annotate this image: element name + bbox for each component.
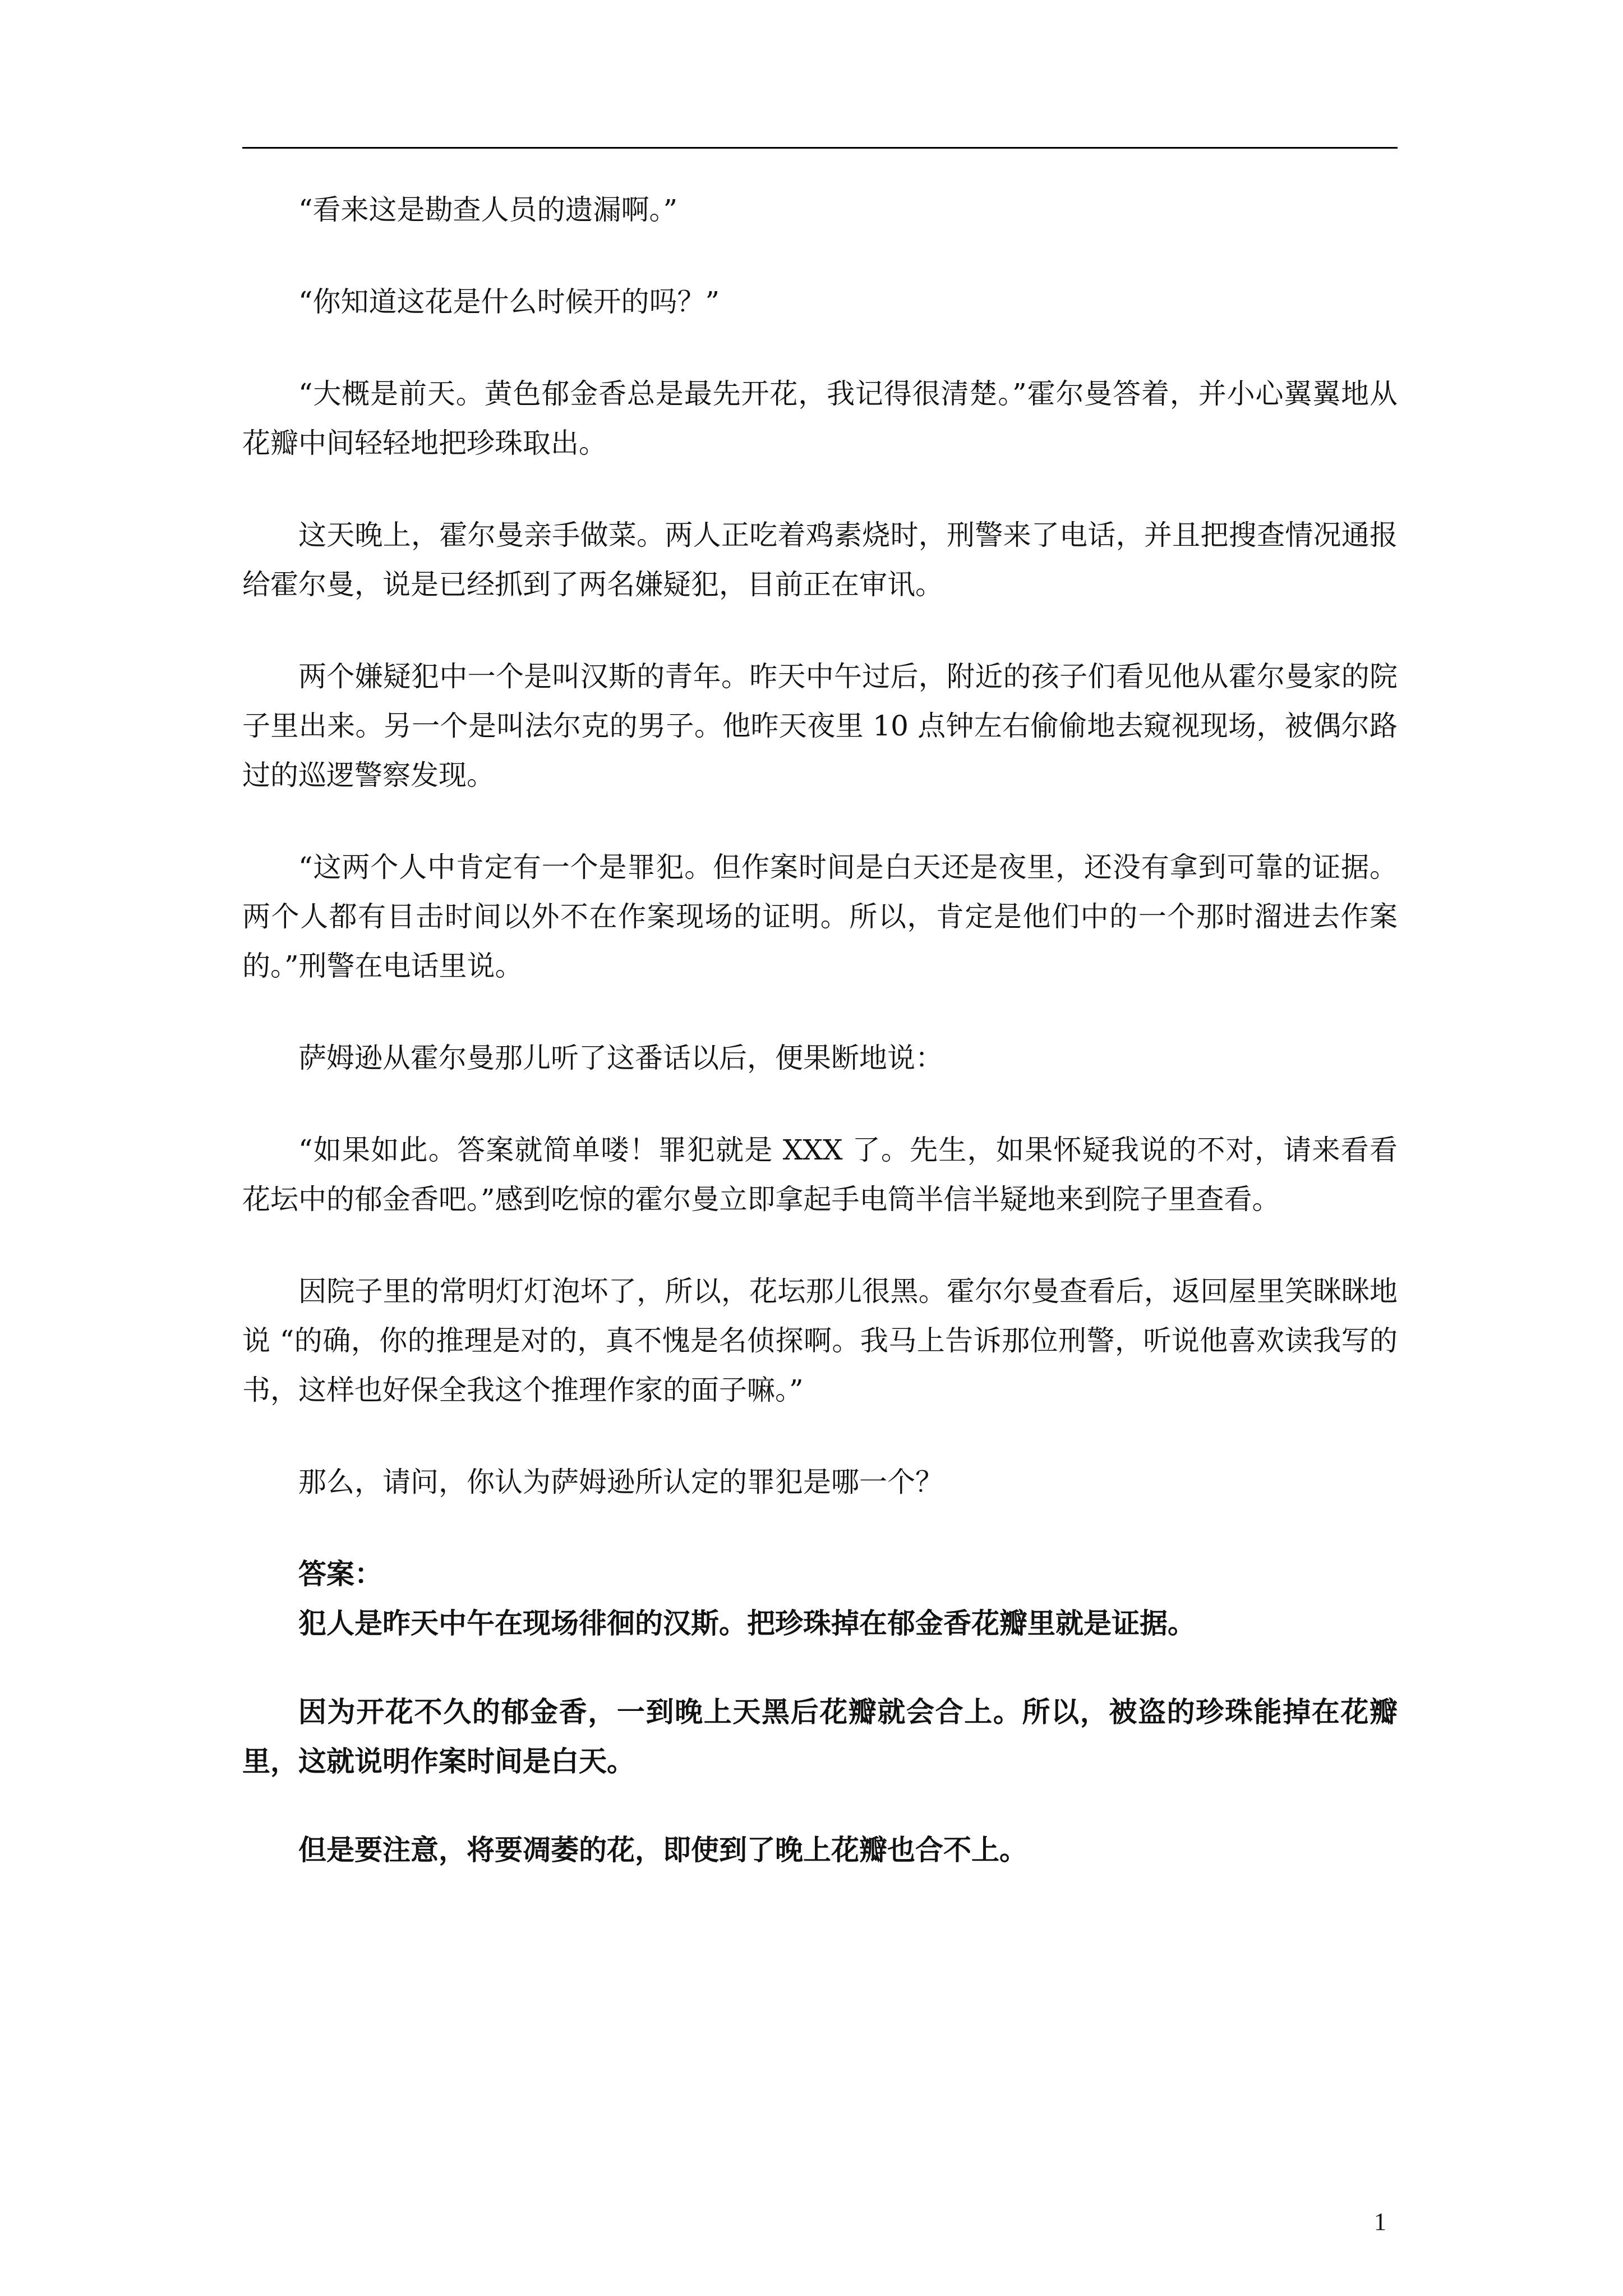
page-number: 1: [1374, 2208, 1386, 2235]
paragraph: “如果如此。答案就简单喽！罪犯就是 XXX 了。先生，如果怀疑我说的不对，请来看看花坛中的郁金香吧。”感到吃惊的霍尔曼立即拿起手电筒半信半疑地来到院子里查看。: [242, 1134, 1398, 1216]
answer-section: [242, 1549, 1398, 1875]
paragraph: 两个嫌疑犯中一个是叫汉斯的青年。昨天中午过后，附近的孩子们看见他从霍尔曼家的院子里出来。另一个是叫法尔克的男子。他昨天夜里 10 点钟左右偷偷地去窥视现场，被偶尔路过的巡逻警察发现。: [242, 660, 1398, 792]
paragraph: 那么，请问，你认为萨姆逊所认定的罪犯是哪一个？: [298, 1466, 943, 1498]
answer-line: 但是要注意，将要凋萎的花，即使到了晚上花瓣也合不上。: [298, 1833, 1027, 1866]
document-body: [242, 185, 1398, 1914]
header-rule: [242, 147, 1398, 149]
paragraph: “这两个人中肯定有一个是罪犯。但作案时间是白天还是夜里，还没有拿到可靠的证据。两个人都有目击时间以外不在作案现场的证明。所以，肯定是他们中的一个那时溜进去作案的。”刑警在电话里说。: [242, 851, 1398, 982]
answer-label: 答案：: [298, 1557, 382, 1590]
answer-line: 因为开花不久的郁金香，一到晚上天黑后花瓣就会合上。所以，被盗的珍珠能掉在花瓣里，这就说明作案时间是白天。: [242, 1695, 1398, 1778]
paragraph: “大概是前天。黄色郁金香总是最先开花，我记得很清楚。”霍尔曼答着，并小心翼翼地从花瓣中间轻轻地把珍珠取出。: [242, 378, 1398, 459]
paragraph: “看来这是勘查人员的遗漏啊。”: [298, 194, 678, 226]
answer-line: 犯人是昨天中午在现场徘徊的汉斯。把珍珠掉在郁金香花瓣里就是证据。: [298, 1607, 1196, 1640]
paragraph: “你知道这花是什么时候开的吗？”: [298, 286, 720, 318]
paragraph: 这天晚上，霍尔曼亲手做菜。两人正吃着鸡素烧时，刑警来了电话，并且把搜查情况通报给霍尔曼，说是已经抓到了两名嫌疑犯，目前正在审讯。: [242, 519, 1398, 601]
paragraph: 萨姆逊从霍尔曼那儿听了这番话以后，便果断地说：: [298, 1042, 943, 1074]
paragraph: 因院子里的常明灯灯泡坏了，所以，花坛那儿很黑。霍尔尔曼查看后，返回屋里笑眯眯地说 “的确，你的推理是对的，真不愧是名侦探啊。我马上告诉那位刑警，听说他喜欢读我写的书，这样也好保全我这个推理作家的面子嘛。”: [242, 1275, 1398, 1406]
